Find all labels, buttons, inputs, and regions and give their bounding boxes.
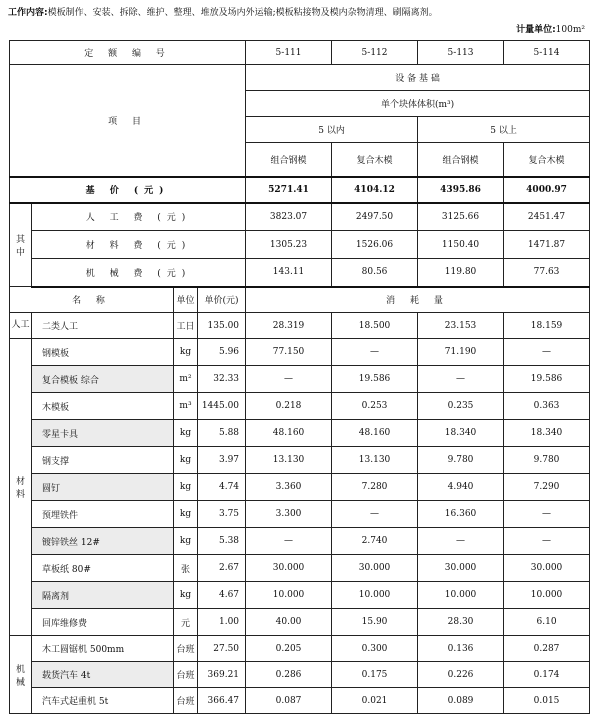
base-price: 4395.86 xyxy=(418,177,504,203)
sub-category: 单个块体体积(m³) xyxy=(246,91,590,117)
consumption-value: 0.087 xyxy=(246,688,332,714)
quota-code: 5-113 xyxy=(418,41,504,65)
resource-price: 1.00 xyxy=(198,609,246,636)
consumption-value: — xyxy=(504,501,590,528)
material-group-label xyxy=(10,339,32,636)
base-price: 4104.12 xyxy=(332,177,418,203)
resource-unit: kg xyxy=(174,474,198,501)
consumption-value: — xyxy=(418,366,504,393)
consumption-value: — xyxy=(332,501,418,528)
consumption-value: 23.153 xyxy=(418,313,504,339)
cost-value: 77.63 xyxy=(504,259,590,287)
resource-unit: 张 xyxy=(174,555,198,582)
work-content-text: 模板制作、安装、拆除、维护、整理、堆放及场内外运输;模板粘接物及模内杂物清理、刷隔离剂。 xyxy=(47,8,438,18)
consumption-value: 0.226 xyxy=(418,662,504,688)
resource-price: 5.38 xyxy=(198,528,246,555)
resource-price: 4.74 xyxy=(198,474,246,501)
resource-price: 5.88 xyxy=(198,420,246,447)
measure-unit xyxy=(516,22,585,35)
measure-unit-label: 计量单位: xyxy=(516,25,556,35)
table-row xyxy=(10,688,590,714)
machine-group-label xyxy=(10,636,32,714)
consumption-value: 30.000 xyxy=(504,555,590,582)
consumption-value: 18.500 xyxy=(332,313,418,339)
consumption-value: 77.150 xyxy=(246,339,332,366)
consumption-value: 13.130 xyxy=(246,447,332,474)
consumption-value: 0.286 xyxy=(246,662,332,688)
consumption-value: 28.30 xyxy=(418,609,504,636)
resource-name: 木模板 xyxy=(32,393,174,420)
quota-code: 5-111 xyxy=(246,41,332,65)
consumption-value: 0.235 xyxy=(418,393,504,420)
cost-value: 1150.40 xyxy=(418,231,504,259)
table-row xyxy=(10,501,590,528)
resource-name: 钢模板 xyxy=(32,339,174,366)
resource-price: 1445.00 xyxy=(198,393,246,420)
consumption-value: 48.160 xyxy=(332,420,418,447)
resource-unit: kg xyxy=(174,528,198,555)
consumption-value: 0.174 xyxy=(504,662,590,688)
cost-value: 143.11 xyxy=(246,259,332,287)
cost-group-label-char: 其 xyxy=(15,234,25,245)
consumption-value: 18.159 xyxy=(504,313,590,339)
cost-value: 2451.47 xyxy=(504,203,590,231)
work-content xyxy=(8,6,588,20)
resource-name: 零星卡具 xyxy=(32,420,174,447)
consumption-value: 13.130 xyxy=(332,447,418,474)
resource-unit: kg xyxy=(174,447,198,474)
table-row xyxy=(10,582,590,609)
item-label: 项 目 xyxy=(10,65,246,177)
resource-price: 5.96 xyxy=(198,339,246,366)
cost-label: 材 料 费 (元) xyxy=(32,231,246,259)
formwork-type: 复合木模 xyxy=(504,143,590,177)
consumption-value: 40.00 xyxy=(246,609,332,636)
resource-name: 预埋铁件 xyxy=(32,501,174,528)
consumption-value: 0.205 xyxy=(246,636,332,662)
work-content-label: 工作内容: xyxy=(8,8,48,18)
resource-price: 32.33 xyxy=(198,366,246,393)
consumption-value: — xyxy=(418,528,504,555)
consumption-value: 0.253 xyxy=(332,393,418,420)
col-unit-header: 单位 xyxy=(174,287,198,313)
consumption-value: — xyxy=(504,528,590,555)
col-name-header: 名 称 xyxy=(10,287,174,313)
resource-price: 135.00 xyxy=(198,313,246,339)
resource-unit: 台班 xyxy=(174,662,198,688)
resource-unit: 元 xyxy=(174,609,198,636)
resource-price: 27.50 xyxy=(198,636,246,662)
table-row xyxy=(10,636,590,662)
table-row xyxy=(10,366,590,393)
formwork-type: 组合钢模 xyxy=(246,143,332,177)
consumption-value: 30.000 xyxy=(418,555,504,582)
machine-group-label-char: 机 xyxy=(15,664,25,675)
table-row xyxy=(10,528,590,555)
table-row xyxy=(10,609,590,636)
quota-code: 5-112 xyxy=(332,41,418,65)
consumption-value: 0.089 xyxy=(418,688,504,714)
cost-label: 机 械 费 (元) xyxy=(32,259,246,287)
resource-name: 隔离剂 xyxy=(32,582,174,609)
consumption-value: — xyxy=(332,339,418,366)
material-group-label-char: 材 xyxy=(15,477,25,487)
consumption-value: 18.340 xyxy=(418,420,504,447)
consumption-value: 0.218 xyxy=(246,393,332,420)
resource-name: 钢支撑 xyxy=(32,447,174,474)
consumption-value: 18.340 xyxy=(504,420,590,447)
table-row xyxy=(10,447,590,474)
resource-price: 369.21 xyxy=(198,662,246,688)
col-price-header: 单价(元) xyxy=(198,287,246,313)
consumption-value: 10.000 xyxy=(418,582,504,609)
consumption-value: 16.360 xyxy=(418,501,504,528)
resource-unit: 工日 xyxy=(174,313,198,339)
consumption-value: 0.136 xyxy=(418,636,504,662)
resource-price: 3.75 xyxy=(198,501,246,528)
range: 5 以内 xyxy=(246,117,418,143)
consumption-value: 71.190 xyxy=(418,339,504,366)
resource-name: 复合模板 综合 xyxy=(32,366,174,393)
consumption-value: 7.290 xyxy=(504,474,590,501)
base-price-label: 基 价 (元) xyxy=(10,177,246,203)
table-row xyxy=(10,339,590,366)
cost-value: 1471.87 xyxy=(504,231,590,259)
cost-value: 3125.66 xyxy=(418,203,504,231)
machine-group-label-char: 械 xyxy=(15,677,25,688)
resource-name: 载货汽车 4t xyxy=(32,662,174,688)
consumption-value: — xyxy=(246,366,332,393)
resource-name: 回库维修费 xyxy=(32,609,174,636)
resource-unit: m³ xyxy=(174,393,198,420)
quota-code-label: 定 额 编 号 xyxy=(10,41,246,65)
resource-unit: m² xyxy=(174,366,198,393)
consumption-value: 28.319 xyxy=(246,313,332,339)
resource-unit: 台班 xyxy=(174,688,198,714)
consumption-value: 9.780 xyxy=(418,447,504,474)
cost-value: 1305.23 xyxy=(246,231,332,259)
cost-value: 1526.06 xyxy=(332,231,418,259)
resource-name: 草板纸 80# xyxy=(32,555,174,582)
consumption-value: 19.586 xyxy=(332,366,418,393)
resource-price: 4.67 xyxy=(198,582,246,609)
category: 设 备 基 础 xyxy=(246,65,590,91)
cost-value: 2497.50 xyxy=(332,203,418,231)
resource-unit: 台班 xyxy=(174,636,198,662)
consumption-value: 0.015 xyxy=(504,688,590,714)
consumption-value: 0.021 xyxy=(332,688,418,714)
quota-code: 5-114 xyxy=(504,41,590,65)
cost-value: 80.56 xyxy=(332,259,418,287)
cost-group-label-char: 中 xyxy=(15,247,25,258)
consumption-value: 10.000 xyxy=(246,582,332,609)
table-row xyxy=(10,662,590,688)
formwork-type: 组合钢模 xyxy=(418,143,504,177)
formwork-type: 复合木模 xyxy=(332,143,418,177)
table-row xyxy=(10,555,590,582)
resource-price: 2.67 xyxy=(198,555,246,582)
table-row xyxy=(10,393,590,420)
resource-unit: kg xyxy=(174,420,198,447)
resource-name: 二类人工 xyxy=(32,313,174,339)
consumption-value: 3.300 xyxy=(246,501,332,528)
resource-name: 汽车式起重机 5t xyxy=(32,688,174,714)
consumption-value: 4.940 xyxy=(418,474,504,501)
consumption-value: 0.175 xyxy=(332,662,418,688)
consumption-value: 9.780 xyxy=(504,447,590,474)
consumption-value: 0.287 xyxy=(504,636,590,662)
resource-name: 木工圆锯机 500mm xyxy=(32,636,174,662)
consumption-value: 19.586 xyxy=(504,366,590,393)
consumption-value: 0.300 xyxy=(332,636,418,662)
consumption-value: 0.363 xyxy=(504,393,590,420)
resource-price: 3.97 xyxy=(198,447,246,474)
consumption-value: 2.740 xyxy=(332,528,418,555)
cost-value: 119.80 xyxy=(418,259,504,287)
consumption-value: 15.90 xyxy=(332,609,418,636)
resource-unit: kg xyxy=(174,501,198,528)
resource-unit: kg xyxy=(174,339,198,366)
consumption-value: 30.000 xyxy=(332,555,418,582)
consumption-value: 10.000 xyxy=(332,582,418,609)
table-row xyxy=(10,420,590,447)
resource-price: 366.47 xyxy=(198,688,246,714)
table-row xyxy=(10,313,590,339)
consumption-value: 10.000 xyxy=(504,582,590,609)
cost-value: 3823.07 xyxy=(246,203,332,231)
base-price: 5271.41 xyxy=(246,177,332,203)
consumption-value: 30.000 xyxy=(246,555,332,582)
consumption-value: — xyxy=(246,528,332,555)
resource-unit: kg xyxy=(174,582,198,609)
range: 5 以上 xyxy=(418,117,590,143)
consumption-value: 7.280 xyxy=(332,474,418,501)
consumption-value: 48.160 xyxy=(246,420,332,447)
col-consumption-header: 消 耗 量 xyxy=(246,287,590,313)
resource-name: 圆钉 xyxy=(32,474,174,501)
labor-group-label: 人工 xyxy=(10,313,32,339)
consumption-value: 3.360 xyxy=(246,474,332,501)
base-price: 4000.97 xyxy=(504,177,590,203)
material-group-label-char: 料 xyxy=(15,490,25,500)
table-row xyxy=(10,474,590,501)
resource-name: 镀锌铁丝 12# xyxy=(32,528,174,555)
cost-group-label xyxy=(10,203,32,287)
consumption-value: — xyxy=(504,339,590,366)
measure-unit-value: 100m² xyxy=(555,25,585,35)
quota-table xyxy=(9,40,590,714)
consumption-value: 6.10 xyxy=(504,609,590,636)
cost-label: 人 工 费 (元) xyxy=(32,203,246,231)
